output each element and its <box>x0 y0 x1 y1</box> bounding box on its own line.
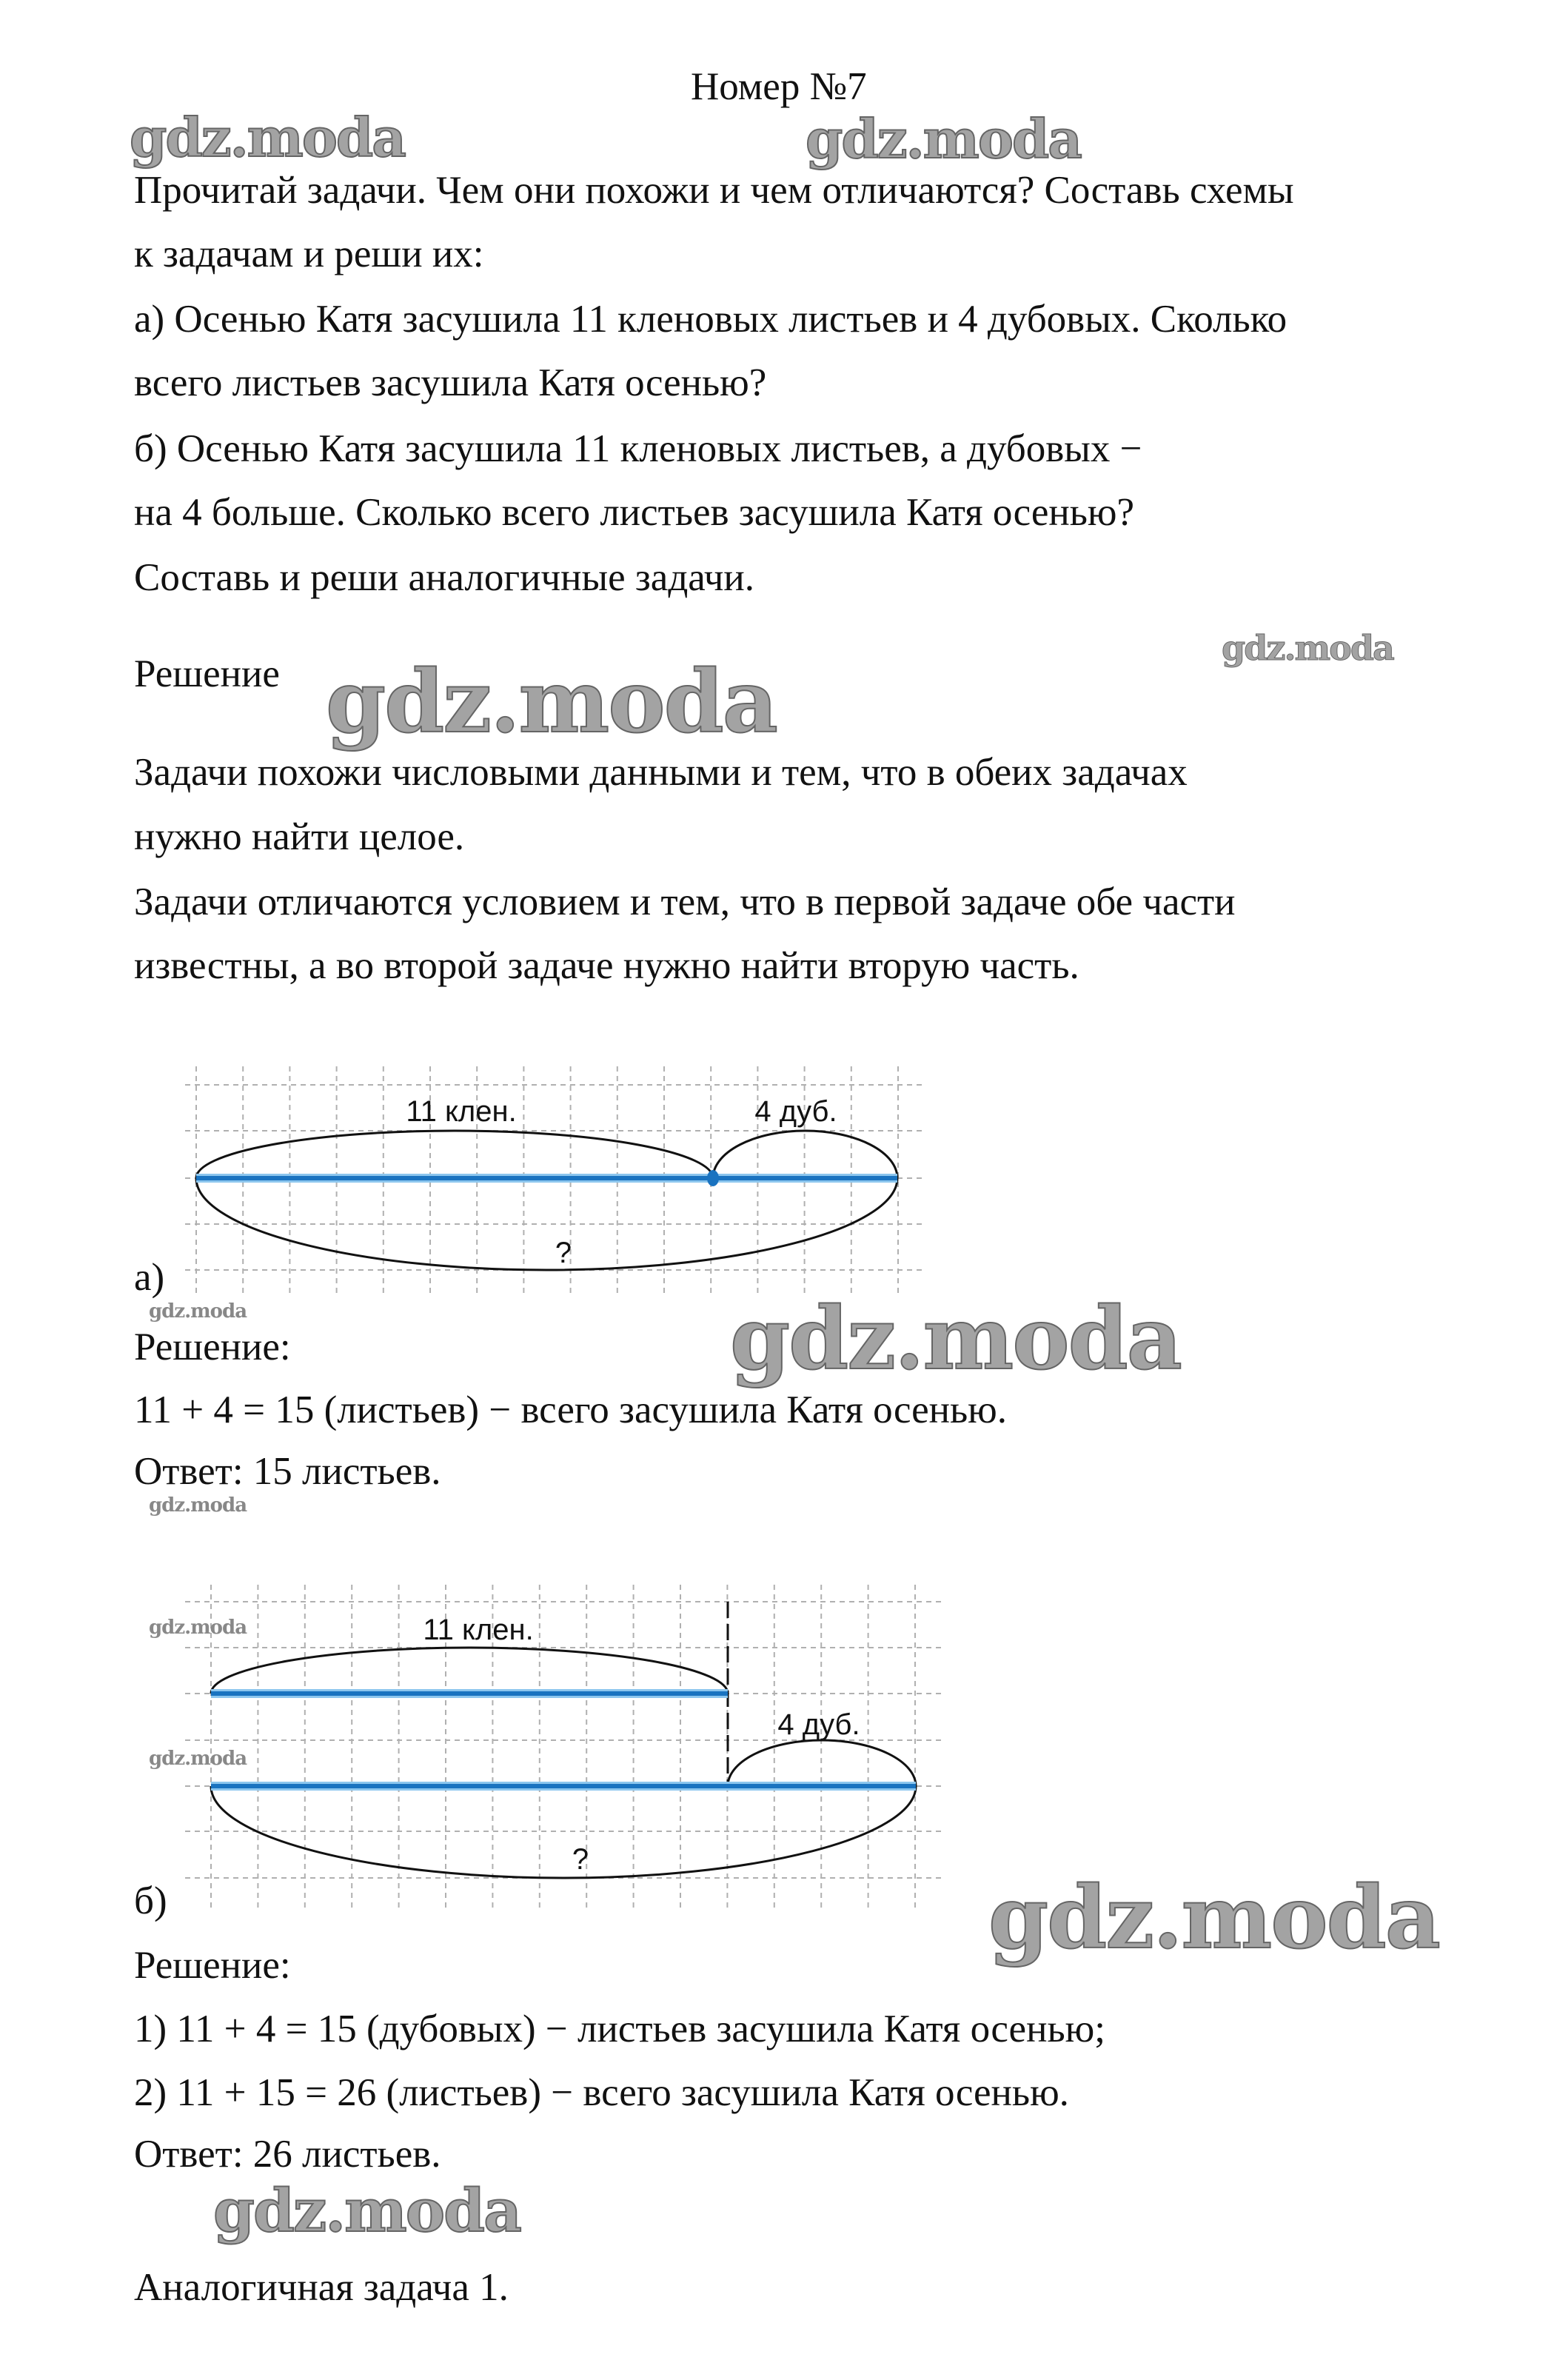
solution-a-heading: Решение: <box>134 1326 291 1368</box>
watermark: gdz.moda <box>730 1288 1181 1389</box>
task-line: к задачам и реши их: <box>134 233 484 275</box>
analog-heading: Аналогичная задача 1. <box>134 2266 509 2309</box>
diagram-b-label: б) <box>134 1879 167 1922</box>
comparison-line: нужно найти целое. <box>134 815 465 858</box>
watermark: gdz.moda <box>149 1617 247 1639</box>
diagram-b <box>185 1585 942 1911</box>
part1-arc-a <box>196 1131 713 1178</box>
watermark: gdz.moda <box>213 2176 520 2245</box>
part1-label-a: 11 клен. <box>406 1095 517 1128</box>
part2-label-a: 4 дуб. <box>754 1095 837 1128</box>
diagram-a-label: а) <box>134 1256 165 1299</box>
watermark: gdz.moda <box>806 107 1081 170</box>
solution-heading: Решение <box>134 652 280 695</box>
task-line: всего листьев засушила Катя осенью? <box>134 361 767 404</box>
junction-dot <box>707 1170 719 1186</box>
watermark: gdz.moda <box>130 106 405 169</box>
watermark: gdz.moda <box>1222 628 1393 668</box>
solution-b-step: 1) 11 + 4 = 15 (дубовых) − листьев засушила Катя осенью; <box>134 2008 1105 2050</box>
solution-a-answer: Ответ: 15 листьев. <box>134 1450 441 1493</box>
solution-b-answer: Ответ: 26 листьев. <box>134 2133 441 2176</box>
task-line: Прочитай задачи. Чем они похожи и чем отличаются? Составь схемы <box>134 169 1294 212</box>
part1-arc-b <box>211 1648 728 1694</box>
task-line: Составь и реши аналогичные задачи. <box>134 556 754 599</box>
comparison-line: известны, а во второй задаче нужно найти вторую часть. <box>134 944 1079 987</box>
part2-label-b: 4 дуб. <box>777 1708 860 1741</box>
diagram-a <box>185 1066 925 1294</box>
task-line: б) Осенью Катя засушила 11 кленовых листьев, а дубовых − <box>134 427 1142 470</box>
comparison-line: Задачи отличаются условием и тем, что в первой задаче обе части <box>134 880 1236 923</box>
watermark: gdz.moda <box>149 1494 247 1517</box>
task-line: на 4 больше. Сколько всего листьев засушила Катя осенью? <box>134 491 1135 534</box>
watermark: gdz.moda <box>149 1300 247 1323</box>
whole-label-b: ? <box>572 1843 589 1876</box>
watermark: gdz.moda <box>149 1748 247 1770</box>
task-line: а) Осенью Катя засушила 11 кленовых листьев и 4 дубовых. Сколько <box>134 298 1288 341</box>
watermark: gdz.moda <box>988 1868 1439 1968</box>
whole-label-a: ? <box>555 1237 572 1269</box>
solution-b-step: 2) 11 + 15 = 26 (листьев) − всего засушила Катя осенью. <box>134 2071 1069 2114</box>
solution-a-step: 11 + 4 = 15 (листьев) − всего засушила Катя осенью. <box>134 1388 1008 1431</box>
part1-label-b: 11 клен. <box>423 1614 534 1646</box>
page-title: Номер №7 <box>691 65 867 108</box>
watermark: gdz.moda <box>326 652 777 752</box>
comparison-line: Задачи похожи числовыми данными и тем, что в обеих задачах <box>134 751 1188 794</box>
solution-b-heading: Решение: <box>134 1944 291 1987</box>
